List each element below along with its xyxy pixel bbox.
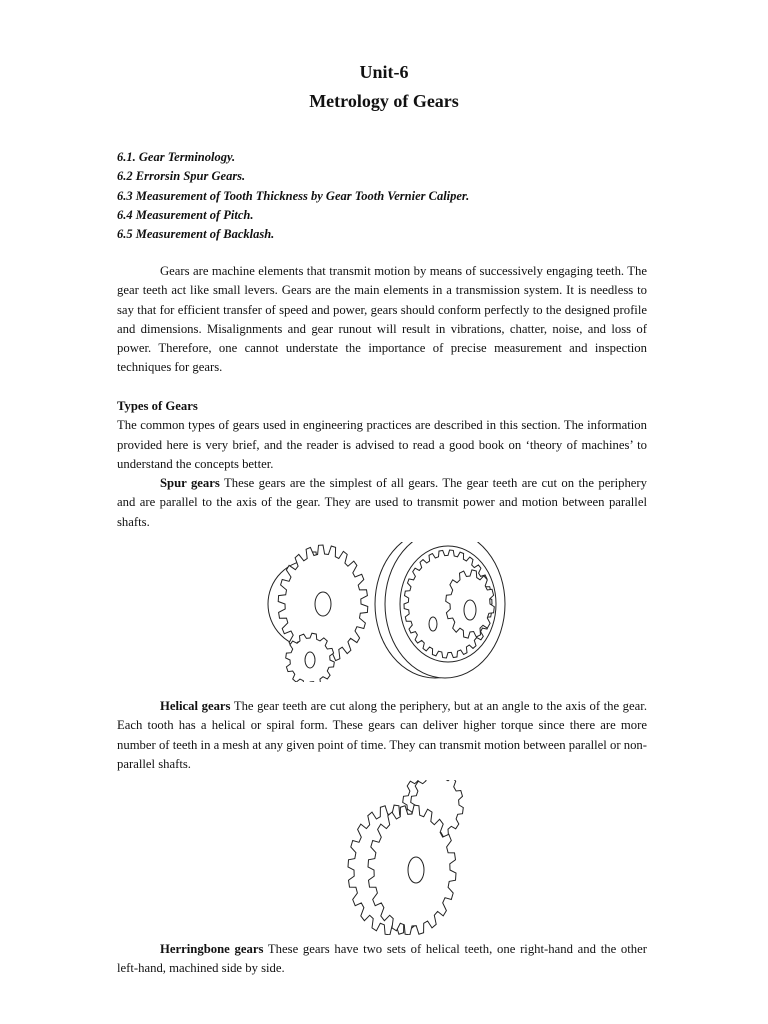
page-title: Metrology of Gears [309, 91, 459, 111]
types-section [117, 397, 647, 532]
herringbone-paragraph [117, 940, 647, 979]
spur-term: Spur gears [160, 476, 220, 491]
toc-item[interactable]: 6.1. Gear Terminology. [117, 150, 236, 164]
spur-text: These gears are the simplest of all gears. The gear teeth are cut on the periphery and are parallel to the axis of the gear. They are used to transmit power and motion between parallel shafts. [117, 476, 647, 529]
toc-item[interactable]: 6.5 Measurement of Backlash. [117, 227, 275, 242]
helical-text: The gear teeth are cut along the periphery, but at an angle to the axis of the gear. Each tooth has a helical or spiral form. These gears can deliver higher torque since there are more number of teeth in a mesh at any given point of time. They can transmit motion between parallel or non-parallel shafts. [117, 699, 647, 771]
helical-gears-figure [340, 780, 500, 935]
helical-term: Helical gears [160, 699, 231, 713]
intro-text: Gears are machine elements that transmit motion by means of successively engaging teeth. The gear teeth act like small levers. Gears are the main elements in a transmission system. It is needless to say that for efficient transfer of speed and power, gears should conform perfectly to the designed profile and dimensions. Misalignments and gear runout will result in vibrations, chatter, noise, and loss of power. Therefore, one cannot understate the importance of precise measurement and inspection techniques for gears. [117, 264, 647, 375]
spur-gears-figure [250, 542, 520, 682]
unit-number: Unit-6 [359, 62, 409, 82]
herringbone-text: These gears have two sets of helical teeth, one right-hand and the other left-hand, machined side by side. [117, 942, 647, 976]
types-heading: Types of Gears [117, 399, 198, 413]
herringbone-term: Herringbone gears [160, 942, 264, 956]
table-of-contents [117, 148, 469, 244]
types-text: The common types of gears used in engineering practices are described in this section. The information provided here is very brief, and the reader is advised to read a good book on ‘theory of machines’ to understand the concepts better. [117, 418, 647, 471]
ring-gear [375, 542, 505, 678]
intro-paragraph [117, 262, 647, 378]
large-helical-gear [348, 805, 456, 935]
toc-item[interactable]: 6.4 Measurement of Pitch. [117, 207, 254, 222]
spur-paragraph [117, 474, 647, 532]
toc-item[interactable]: 6.3 Measurement of Tooth Thickness by Gear Tooth Vernier Caliper. [117, 188, 470, 203]
toc-item[interactable]: 6.2 Errorsin Spur Gears. [117, 169, 246, 184]
helical-paragraph [117, 697, 647, 774]
